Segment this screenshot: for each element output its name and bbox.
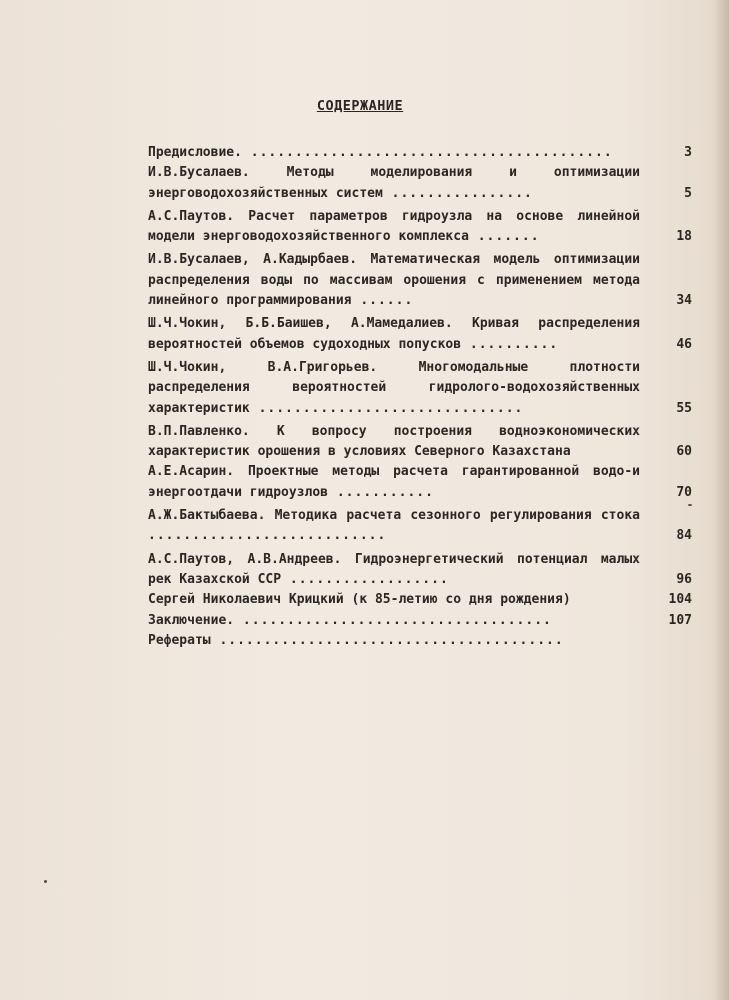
table-of-contents (148, 143, 692, 651)
entry-page-number: 18 (676, 229, 692, 245)
entry-page-number: 104 (668, 592, 692, 608)
entry-title: А.Ж.Бактыбаева. Методика расчета сезонного регулирования стока (148, 508, 640, 524)
entry-title: И.В.Бусалаев, А.Кадырбаев. Математическая модель оптимизации распределения воды по массивам орошения с применением метода линейного программирования (148, 252, 640, 309)
entry-page-number: 70 (676, 484, 692, 500)
toc-entry: Ш.Ч.Чокин, В.А.Григорьев. Многомодальные плотности распределения вероятностей гидролого-водохозяйственных характеристик .............................. 55 (148, 358, 692, 419)
entry-title: А.С.Паутов. Расчет параметров гидроузла на основе линейной модели энерговодохозяйственного комплекса (148, 208, 640, 245)
paper-speck (688, 504, 692, 506)
toc-entry: Рефераты ....................................... (148, 632, 564, 648)
entry-title: Заключение. (148, 612, 235, 628)
toc-entry (148, 590, 692, 610)
entry-title: Предисловие. (148, 145, 242, 160)
toc-entry: А.Ж.Бактыбаева. Методика расчета сезонного регулирования стока ........................... 84 (148, 506, 692, 547)
entry-page-number: 46 (676, 336, 692, 352)
entry-page-number: 107 (668, 612, 692, 628)
entry-title: А.Е.Асарин. Проектные методы расчета гарантированной водо-и энергоотдачи гидроузлов (148, 464, 640, 500)
toc-entry: И.В.Бусалаев, А.Кадырбаев. Математическая модель оптимизации распределения воды по массивам орошения с применением метода линейного программирования ...... 34 (148, 250, 692, 311)
entry-title: В.П.Павленко. К вопросу построения водноэкономических характеристик орошения в условиях Северного Казахстана (148, 423, 640, 460)
toc-entry: И.В.Бусалаев. Методы моделирования и оптимизации энерговодохозяйственных систем ................ 5 (148, 163, 692, 204)
entry-page-number: 84 (676, 528, 692, 544)
entry-page-number: 55 (676, 400, 692, 416)
page-title: СОДЕРЖАНИЕ (316, 98, 404, 114)
toc-entry: Заключение. ................................... 107 (148, 611, 692, 631)
toc-entry: А.Е.Асарин. Проектные методы расчета гарантированной водо-и энергоотдачи гидроузлов ........... 70 (148, 462, 692, 503)
entry-page-number: 96 (676, 571, 692, 587)
entry-page-number: 34 (676, 293, 692, 309)
page-edge-shadow (715, 0, 729, 1000)
toc-entry: Предисловие. ......................................... 3 (148, 143, 692, 163)
entry-title: И.В.Бусалаев. Методы моделирования и оптимизации энерговодохозяйственных систем (148, 165, 640, 201)
entry-page-number: 3 (684, 145, 692, 160)
entry-page-number: 60 (676, 444, 692, 460)
entry-page-number: 5 (684, 185, 692, 201)
toc-entry (148, 422, 692, 463)
toc-entry: Ш.Ч.Чокин, Б.Б.Баишев, А.Мамедалиев. Кривая распределения вероятностей объемов судоходных попусков .......... 46 (148, 314, 692, 355)
entry-title: Сергей Николаевич Крицкий (к 85-летию со дня рождения) (148, 592, 571, 608)
toc-entry: А.С.Паутов, А.В.Андреев. Гидроэнергетический потенциал малых рек Казахской ССР .................. 96 (148, 550, 692, 591)
entry-title: Ш.Ч.Чокин, Б.Б.Баишев, А.Мамедалиев. Кривая распределения вероятностей объемов судоходных попусков (148, 316, 640, 352)
toc-entry: А.С.Паутов. Расчет параметров гидроузла на основе линейной модели энерговодохозяйственного комплекса ....... 18 (148, 207, 692, 248)
entry-title: А.С.Паутов, А.В.Андреев. Гидроэнергетический потенциал малых рек Казахской ССР (148, 551, 640, 587)
entry-title: Рефераты (148, 632, 211, 648)
paper-speck (44, 880, 47, 883)
entry-title: Ш.Ч.Чокин, В.А.Григорьев. Многомодальные плотности распределения вероятностей гидролого-водохозяйственных характеристик (148, 359, 640, 416)
